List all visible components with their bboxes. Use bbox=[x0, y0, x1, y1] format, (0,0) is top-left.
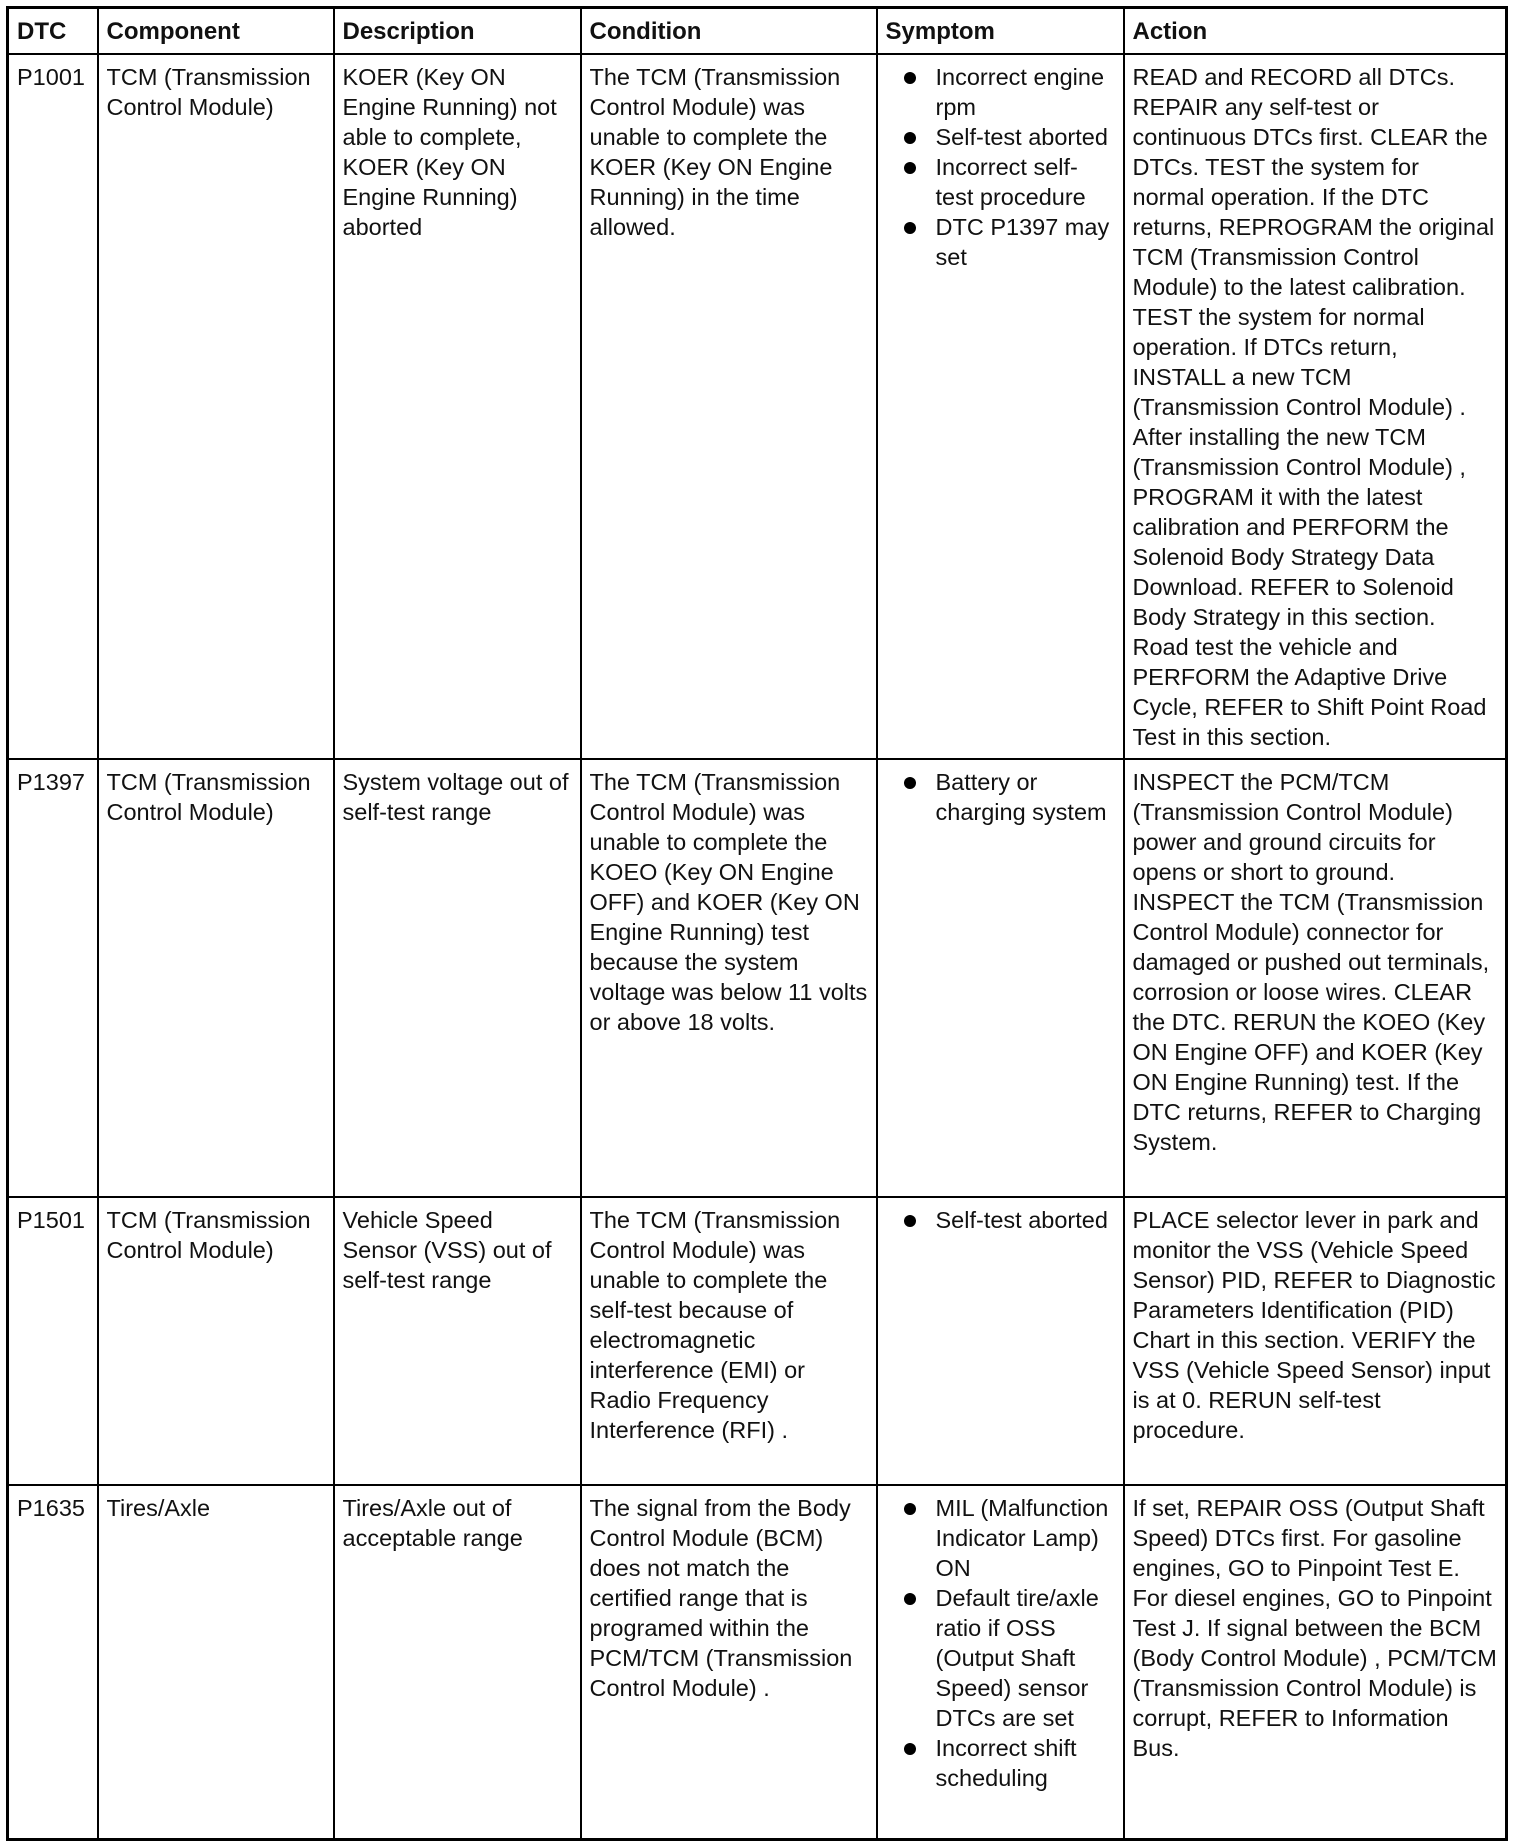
table-body bbox=[8, 54, 1507, 1839]
condition-cell: The TCM (Transmission Control Module) was unable to complete the KOER (Key ON Engine Running) in the time allowed. bbox=[581, 54, 877, 759]
symptom-text: Incorrect self-test procedure bbox=[935, 154, 1086, 210]
symptom-item bbox=[886, 767, 1115, 827]
action-cell: INSPECT the PCM/TCM (Transmission Control Module) power and ground circuits for opens or short to ground. INSPECT the TCM (Transmission Control Module) connector for damaged or pushed out terminals, corrosion or loose wires. CLEAR the DTC. RERUN the KOEO (Key ON Engine OFF) and KOER (Key ON Engine Running) test. If the DTC returns, REFER to Charging System. bbox=[1124, 759, 1507, 1197]
component-cell: TCM (Transmission Control Module) bbox=[98, 54, 334, 759]
action-cell: If set, REPAIR OSS (Output Shaft Speed) DTCs first. For gasoline engines, GO to Pinpoint Test E. For diesel engines, GO to Pinpoint Test J. If signal between the BCM (Body Control Module) , PCM/TCM (Transmission Control Module) is corrupt, REFER to Information Bus. bbox=[1124, 1485, 1507, 1839]
bullet-icon bbox=[904, 1743, 916, 1755]
bullet-icon bbox=[904, 1503, 916, 1515]
symptom-list bbox=[886, 1205, 1115, 1235]
dtc-table bbox=[6, 6, 1508, 1841]
bullet-icon bbox=[904, 777, 916, 789]
bullet-icon bbox=[904, 162, 916, 174]
header-component: Component bbox=[98, 8, 334, 55]
symptom-item bbox=[886, 152, 1115, 212]
component-cell: Tires/Axle bbox=[98, 1485, 334, 1839]
bullet-icon bbox=[904, 72, 916, 84]
symptom-item bbox=[886, 1733, 1115, 1793]
symptom-list bbox=[886, 1493, 1115, 1793]
bullet-icon bbox=[904, 1215, 916, 1227]
table-row bbox=[8, 759, 1507, 1197]
condition-cell: The TCM (Transmission Control Module) was unable to complete the KOEO (Key ON Engine OFF) and KOER (Key ON Engine Running) test because the system voltage was below 11 volts or above 18 volts. bbox=[581, 759, 877, 1197]
description-cell: KOER (Key ON Engine Running) not able to complete, KOER (Key ON Engine Running) aborted bbox=[334, 54, 581, 759]
symptom-item bbox=[886, 1493, 1115, 1583]
symptom-text: DTC P1397 may set bbox=[935, 214, 1110, 270]
symptom-text: Self-test aborted bbox=[935, 1207, 1108, 1233]
dtc-cell: P1397 bbox=[8, 759, 98, 1197]
bullet-icon bbox=[904, 222, 916, 234]
symptom-text: Battery or charging system bbox=[935, 769, 1107, 825]
action-cell: PLACE selector lever in park and monitor the VSS (Vehicle Speed Sensor) PID, REFER to Diagnostic Parameters Identification (PID) Chart in this section. VERIFY the VSS (Vehicle Speed Sensor) input is at 0. RERUN self-test procedure. bbox=[1124, 1197, 1507, 1485]
header-action: Action bbox=[1124, 8, 1507, 55]
symptom-list bbox=[886, 767, 1115, 827]
symptom-text: Incorrect engine rpm bbox=[935, 64, 1105, 120]
table-row bbox=[8, 54, 1507, 759]
header-row bbox=[8, 8, 1507, 55]
symptom-cell bbox=[877, 1197, 1124, 1485]
table-row bbox=[8, 1485, 1507, 1839]
symptom-text: MIL (Malfunction Indicator Lamp) ON bbox=[935, 1495, 1109, 1581]
header-description: Description bbox=[334, 8, 581, 55]
description-cell: Vehicle Speed Sensor (VSS) out of self-test range bbox=[334, 1197, 581, 1485]
header-dtc: DTC bbox=[8, 8, 98, 55]
description-cell: Tires/Axle out of acceptable range bbox=[334, 1485, 581, 1839]
symptom-cell bbox=[877, 759, 1124, 1197]
symptom-cell bbox=[877, 1485, 1124, 1839]
symptom-text: Incorrect shift scheduling bbox=[935, 1735, 1077, 1791]
header-symptom: Symptom bbox=[877, 8, 1124, 55]
symptom-item bbox=[886, 62, 1115, 122]
condition-cell: The TCM (Transmission Control Module) was unable to complete the self-test because of electromagnetic interference (EMI) or Radio Frequency Interference (RFI) . bbox=[581, 1197, 877, 1485]
symptom-item bbox=[886, 1583, 1115, 1733]
component-cell: TCM (Transmission Control Module) bbox=[98, 759, 334, 1197]
condition-cell: The signal from the Body Control Module (BCM) does not match the certified range that is programed within the PCM/TCM (Transmission Control Module) . bbox=[581, 1485, 877, 1839]
dtc-cell: P1001 bbox=[8, 54, 98, 759]
description-cell: System voltage out of self-test range bbox=[334, 759, 581, 1197]
dtc-cell: P1501 bbox=[8, 1197, 98, 1485]
symptom-list bbox=[886, 62, 1115, 272]
bullet-icon bbox=[904, 1593, 916, 1605]
bullet-icon bbox=[904, 132, 916, 144]
table-row bbox=[8, 1197, 1507, 1485]
symptom-item bbox=[886, 122, 1115, 152]
symptom-item bbox=[886, 1205, 1115, 1235]
symptom-item bbox=[886, 212, 1115, 272]
symptom-text: Default tire/axle ratio if OSS (Output Shaft Speed) sensor DTCs are set bbox=[935, 1585, 1099, 1731]
symptom-text: Self-test aborted bbox=[935, 124, 1108, 150]
action-cell: READ and RECORD all DTCs. REPAIR any self-test or continuous DTCs first. CLEAR the DTCs. TEST the system for normal operation. If the DTC returns, REPROGRAM the original TCM (Transmission Control Module) to the latest calibration. TEST the system for normal operation. If DTCs return, INSTALL a new TCM (Transmission Control Module) . After installing the new TCM (Transmission Control Module) , PROGRAM it with the latest calibration and PERFORM the Solenoid Body Strategy Data Download. REFER to Solenoid Body Strategy in this section. Road test the vehicle and PERFORM the Adaptive Drive Cycle, REFER to Shift Point Road Test in this section. bbox=[1124, 54, 1507, 759]
header-condition: Condition bbox=[581, 8, 877, 55]
symptom-cell bbox=[877, 54, 1124, 759]
table-header bbox=[8, 8, 1507, 55]
dtc-cell: P1635 bbox=[8, 1485, 98, 1839]
component-cell: TCM (Transmission Control Module) bbox=[98, 1197, 334, 1485]
